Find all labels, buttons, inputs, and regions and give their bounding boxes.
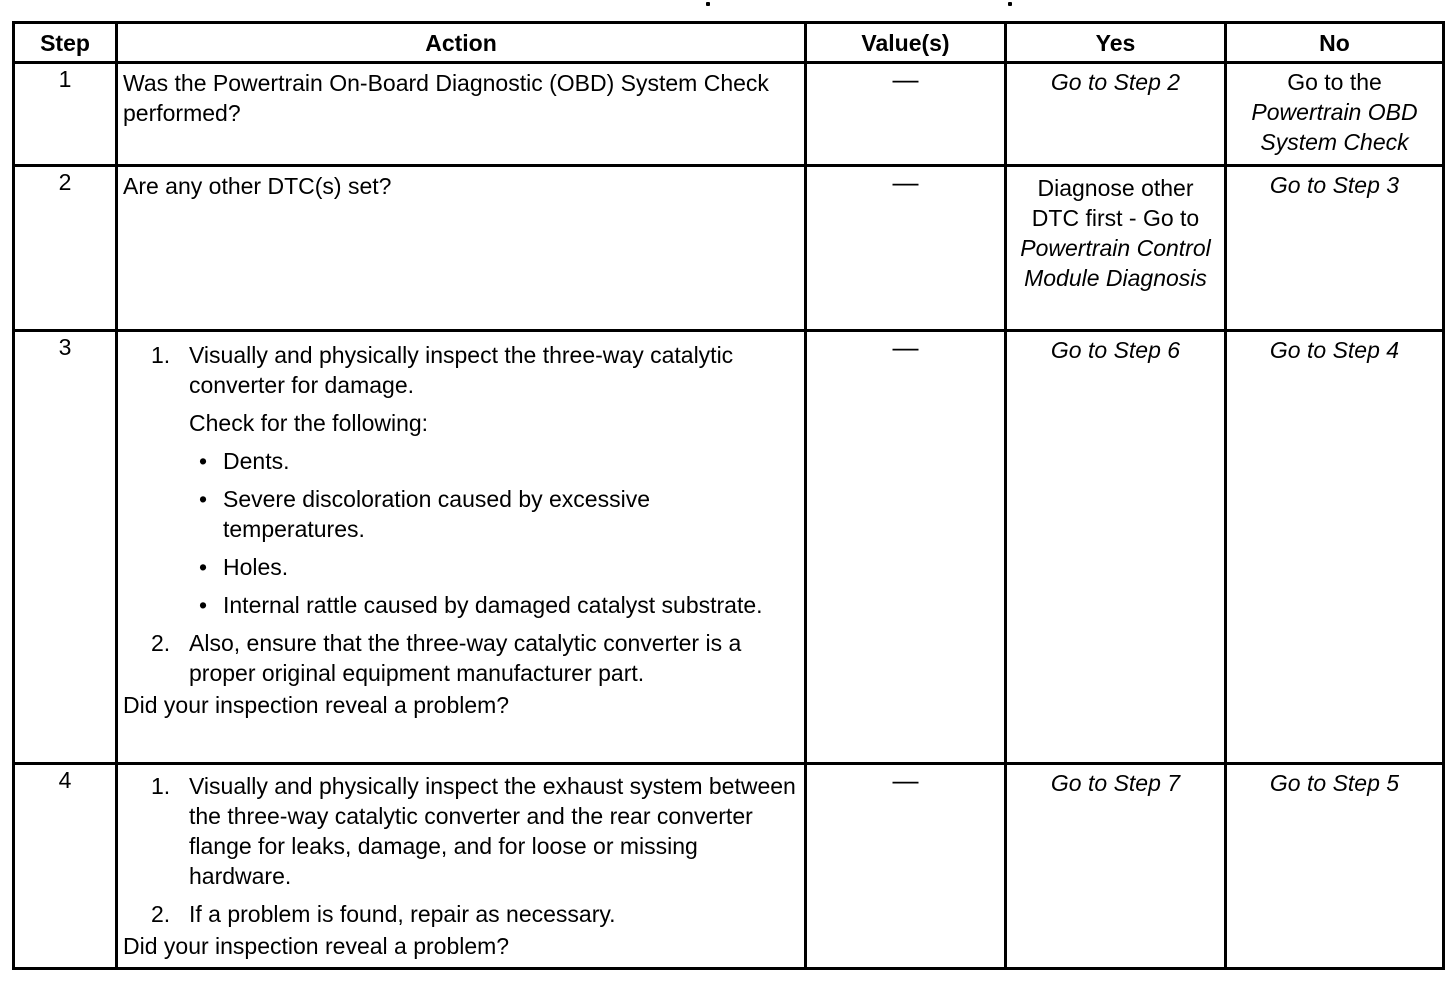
yes-link[interactable]: Go to Step 6 [1050,337,1181,363]
action-cell [117,764,806,969]
header-row [14,23,1444,63]
yes-cell [1006,764,1226,969]
header-step: Step [14,23,117,63]
header-no: No [1226,23,1444,63]
step-number: 3 [14,331,117,764]
yes-cell [1006,331,1226,764]
item-number: 1. [151,342,171,368]
item-text: Also, ensure that the three-way catalytic converter is a proper original equipment manufacturer part. [189,630,742,686]
item-text: Visually and physically inspect the exhaust system between the three-way catalytic converter and the rear converter flange for leaks, damage, and for loose or missing hardware. [189,773,796,889]
numbered-item [123,899,798,929]
scan-mark-right [1008,2,1012,6]
bullet-text: Dents. [223,448,290,474]
yes-cell [1006,63,1226,166]
no-link[interactable]: Go to Step 5 [1269,770,1400,796]
value-cell: — [806,764,1006,969]
bullet-icon: • [199,486,208,512]
item-number: 2. [151,630,171,656]
diagnostic-table [12,21,1445,970]
numbered-item [123,771,798,891]
scan-mark-left [706,2,710,6]
item-text: Visually and physically inspect the three-way catalytic converter for damage. [189,342,734,398]
action-question: Did your inspection reveal a problem? [123,933,510,959]
item-text: If a problem is found, repair as necessary. [189,901,616,927]
bullet-icon: • [199,448,208,474]
yes-cell [1006,166,1226,331]
yes-text-plain: Diagnose other DTC first - Go to [1031,175,1200,231]
bullet-text: Holes. [223,554,289,580]
action-cell [117,63,806,166]
bullet-item [123,446,798,476]
bullet-item [123,552,798,582]
step-number: 4 [14,764,117,969]
table-row [14,63,1444,166]
yes-link[interactable]: Go to Step 2 [1050,69,1181,95]
yes-link[interactable] [1007,167,1224,296]
bullet-item [123,484,798,544]
yes-text-reference: Powertrain Control Module Diagnosis [1020,235,1211,291]
bullet-text: Internal rattle caused by damaged catalyst substrate. [223,592,763,618]
bullet-item [123,590,798,620]
header-yes: Yes [1006,23,1226,63]
no-cell [1226,331,1444,764]
value-cell: — [806,63,1006,166]
no-link[interactable] [1227,64,1442,160]
bullet-text: Severe discoloration caused by excessive temperatures. [223,486,651,542]
action-question: Are any other DTC(s) set? [123,173,392,199]
no-text-reference: Powertrain OBD System Check [1251,99,1418,155]
no-cell [1226,63,1444,166]
no-cell [1226,764,1444,969]
action-question: Did your inspection reveal a problem? [123,692,510,718]
no-text-plain: Go to the [1287,69,1382,95]
value-cell: — [806,166,1006,331]
table-row [14,166,1444,331]
header-action: Action [117,23,806,63]
step-number: 2 [14,166,117,331]
bullet-icon: • [199,554,208,580]
action-cell [117,166,806,331]
table-row [14,331,1444,764]
action-question: Was the Powertrain On-Board Diagnostic (OBD) System Check performed? [123,70,769,126]
item-number: 2. [151,901,171,927]
bullet-icon: • [199,592,208,618]
header-values: Value(s) [806,23,1006,63]
item-number: 1. [151,773,171,799]
no-cell [1226,166,1444,331]
yes-link[interactable]: Go to Step 7 [1050,770,1181,796]
check-intro: Check for the following: [189,410,429,436]
numbered-item [123,340,798,400]
step-number: 1 [14,63,117,166]
value-cell: — [806,331,1006,764]
no-link[interactable]: Go to Step 3 [1269,172,1400,198]
table-row [14,764,1444,969]
action-cell [117,331,806,764]
numbered-item [123,628,798,688]
no-link[interactable]: Go to Step 4 [1269,337,1400,363]
